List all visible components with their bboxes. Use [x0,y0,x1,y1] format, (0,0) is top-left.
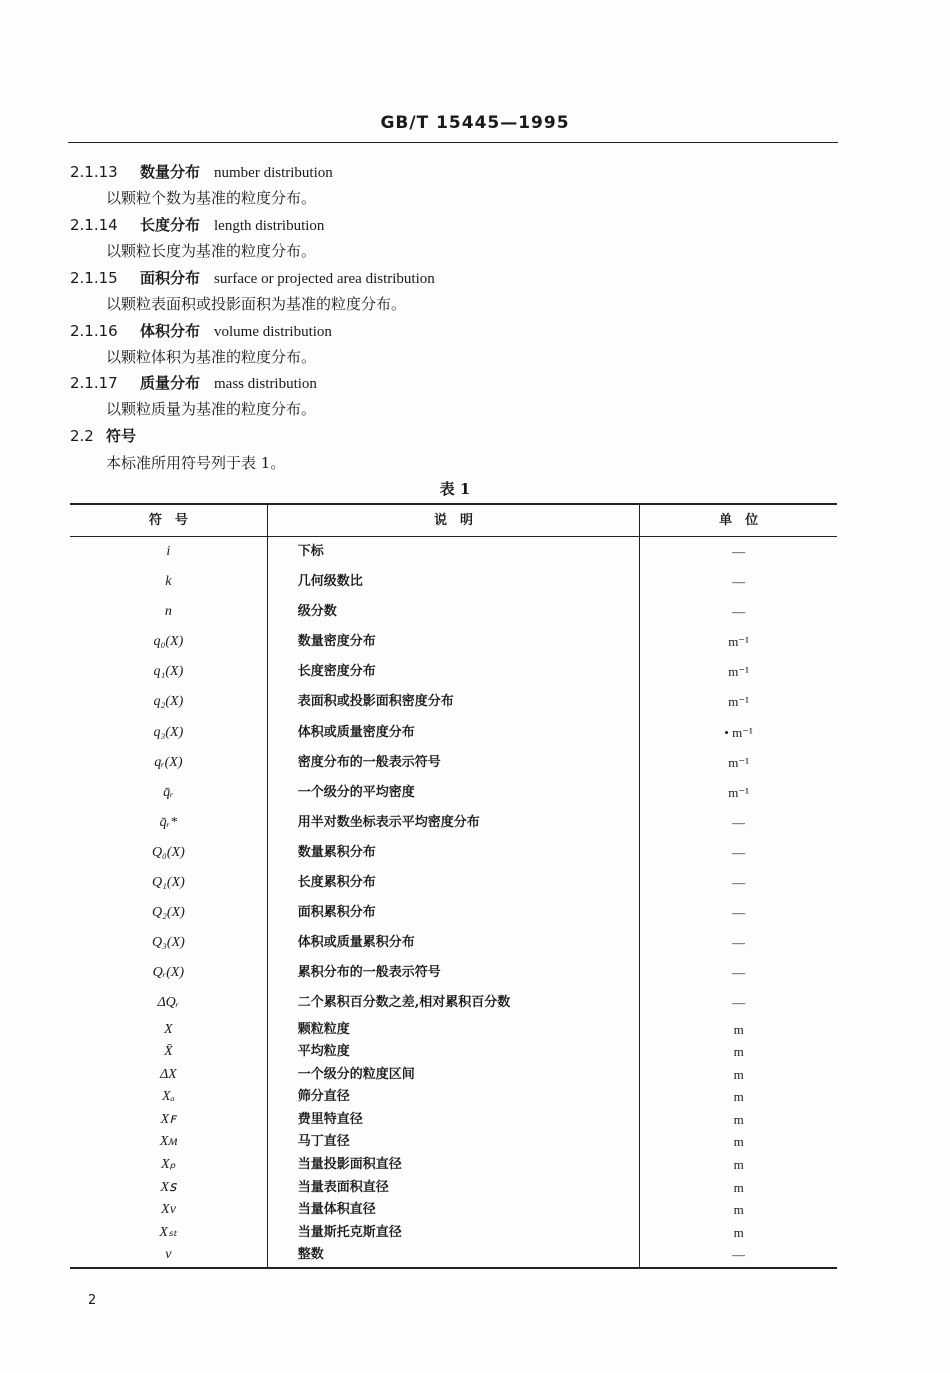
cell-unit: m [733,1111,744,1127]
cell-unit: m [733,1157,744,1173]
cell-symbol: q̄ᵣ [70,778,268,808]
page-header: GB/T 15445—1995 [380,113,570,133]
header-description: 说 明 [268,505,641,536]
cell-description: 体积或质量密度分布 [268,718,641,748]
table-row [70,567,837,597]
table-body [70,537,837,1267]
cell-unit: m [733,1179,744,1195]
clause-term-en: surface or projected area distribution [214,271,435,287]
clause-term-zh: 数量分布 [140,163,201,181]
cell-description: 平均粒度 [268,1041,641,1064]
cell-unit: m [733,1044,744,1060]
cell-description: 长度累积分布 [268,868,641,898]
table-row [70,657,837,687]
cell-symbol: Xᴠ [70,1199,268,1222]
cell-symbol: Q₀(X) [70,838,268,868]
page-number: 2 [88,1293,97,1308]
cell-symbol: Xᴍ [70,1131,268,1154]
clause-number: 2.1.16 [70,322,118,340]
clause-term-zh: 长度分布 [140,216,201,234]
cell-symbol: q̄ᵣ* [70,808,268,838]
cell-symbol: Xꜰ [70,1109,268,1132]
cell-unit: — [732,544,746,559]
table-row [70,1177,837,1200]
cell-description: 颗粒粒度 [268,1019,641,1042]
cell-unit: m⁻¹ [728,784,750,800]
table-row [70,778,837,808]
clause-term-en: volume distribution [214,324,332,340]
cell-unit: — [732,1247,746,1263]
clause-term-en: number distribution [214,165,333,181]
clause-2-1-17 [70,372,317,393]
cell-unit: m⁻¹ [728,754,750,770]
cell-unit: m [733,1202,744,1218]
cell-symbol: qᵣ(X) [70,748,268,778]
table-row [70,1244,837,1267]
cell-symbol: Qᵣ(X) [70,958,268,988]
cell-unit: — [732,995,746,1011]
table-row [70,1086,837,1109]
cell-symbol: X̄ [70,1041,268,1064]
cell-description: 费里特直径 [268,1109,641,1132]
section-intro: 本标准所用符号列于表 1。 [106,454,286,472]
table-row [70,748,837,778]
cell-unit: — [732,965,746,981]
cell-description: 密度分布的一般表示符号 [268,748,641,778]
table-row [70,1064,837,1087]
cell-description: 二个累积百分数之差,相对累积百分数 [268,988,641,1018]
clause-2-1-13 [70,161,333,182]
table-row [70,838,837,868]
clause-2-1-16 [70,320,332,341]
cell-unit: m [733,1021,744,1037]
cell-symbol: v [70,1244,268,1267]
cell-description: 用半对数坐标表示平均密度分布 [268,808,641,838]
cell-description: 一个级分的平均密度 [268,778,641,808]
cell-symbol: q₀(X) [70,627,268,657]
cell-unit: — [732,844,746,860]
cell-description: 当量体积直径 [268,1199,641,1222]
table-row [70,627,837,657]
cell-symbol: Xₐ [70,1086,268,1109]
cell-symbol: Q₃(X) [70,928,268,958]
cell-symbol: n [70,597,268,627]
clause-term-zh: 面积分布 [140,269,201,287]
cell-unit: — [732,604,746,620]
clause-definition: 以颗粒表面积或投影面积为基准的粒度分布。 [106,295,407,313]
clause-2-1-14 [70,214,324,235]
cell-description: 下标 [268,537,641,567]
cell-symbol: X [70,1019,268,1042]
header-rule [68,142,838,143]
cell-unit: m [733,1089,744,1105]
table-row [70,1199,837,1222]
cell-unit: m⁻¹ [728,694,750,710]
header-symbol: 符 号 [70,505,268,536]
clause-definition: 以颗粒个数为基准的粒度分布。 [106,189,317,207]
table-row [70,1041,837,1064]
cell-unit: — [732,814,746,830]
cell-symbol: ΔQᵣ [70,988,268,1018]
clause-definition: 以颗粒质量为基准的粒度分布。 [106,400,317,418]
cell-description: 数量密度分布 [268,627,641,657]
cell-symbol: q₃(X) [70,718,268,748]
cell-symbol: k [70,567,268,597]
cell-description: 累积分布的一般表示符号 [268,958,641,988]
cell-description: 一个级分的粒度区间 [268,1064,641,1087]
table-row [70,868,837,898]
table-title: 表 1 [439,480,471,498]
clause-2-1-15 [70,267,435,288]
clause-number: 2.1.17 [70,374,118,392]
clause-term-zh: 质量分布 [140,374,201,392]
cell-description: 整数 [268,1244,641,1267]
cell-unit: m [733,1066,744,1082]
clause-number: 2.1.13 [70,163,118,181]
cell-description: 表面积或投影面积密度分布 [268,687,641,717]
cell-description: 当量斯托克斯直径 [268,1222,641,1245]
cell-symbol: q₁(X) [70,657,268,687]
section-number: 2.2 [70,427,94,445]
table-row [70,988,837,1018]
cell-unit: m⁻¹ [728,634,750,650]
cell-symbol: Q₁(X) [70,868,268,898]
cell-unit: m [733,1134,744,1150]
clause-term-en: length distribution [214,218,325,234]
cell-symbol: Xꜱ [70,1177,268,1200]
table-row [70,1131,837,1154]
cell-unit: m [733,1224,744,1240]
cell-description: 长度密度分布 [268,657,641,687]
cell-description: 几何级数比 [268,567,641,597]
cell-description: 当量表面积直径 [268,1177,641,1200]
table-row [70,687,837,717]
cell-unit: — [732,574,746,590]
table-row [70,958,837,988]
cell-symbol: Xₚ [70,1154,268,1177]
section-2-2 [70,425,150,446]
table-header [70,505,837,537]
cell-unit: m⁻¹ [728,664,750,680]
table-row [70,1154,837,1177]
cell-description: 数量累积分布 [268,838,641,868]
cell-description: 当量投影面积直径 [268,1154,641,1177]
clause-number: 2.1.15 [70,269,118,287]
cell-symbol: i [70,537,268,567]
cell-unit: — [732,875,746,891]
cell-description: 筛分直径 [268,1086,641,1109]
cell-symbol: q₂(X) [70,687,268,717]
cell-unit: — [732,935,746,951]
table-row [70,808,837,838]
cell-unit: • m⁻¹ [724,724,753,740]
clause-definition: 以颗粒体积为基准的粒度分布。 [106,348,317,366]
cell-unit: — [732,905,746,921]
table-row [70,1019,837,1042]
table-row [70,597,837,627]
symbols-table [70,503,837,1269]
cell-symbol: Xₛₜ [70,1222,268,1245]
header-unit: 单 位 [719,513,759,528]
cell-description: 级分数 [268,597,641,627]
cell-description: 马丁直径 [268,1131,641,1154]
clause-number: 2.1.14 [70,216,118,234]
table-row [70,718,837,748]
table-row [70,537,837,567]
table-row [70,898,837,928]
cell-symbol: ΔX [70,1064,268,1087]
table-bottom-rule [70,1267,837,1269]
table-row [70,1109,837,1132]
table-row [70,928,837,958]
cell-description: 体积或质量累积分布 [268,928,641,958]
clause-term-en: mass distribution [214,376,317,392]
cell-symbol: Q₂(X) [70,898,268,928]
section-title: 符号 [106,427,137,445]
cell-description: 面积累积分布 [268,898,641,928]
table-row [70,1222,837,1245]
clause-definition: 以颗粒长度为基准的粒度分布。 [106,242,317,260]
clause-term-zh: 体积分布 [140,322,201,340]
